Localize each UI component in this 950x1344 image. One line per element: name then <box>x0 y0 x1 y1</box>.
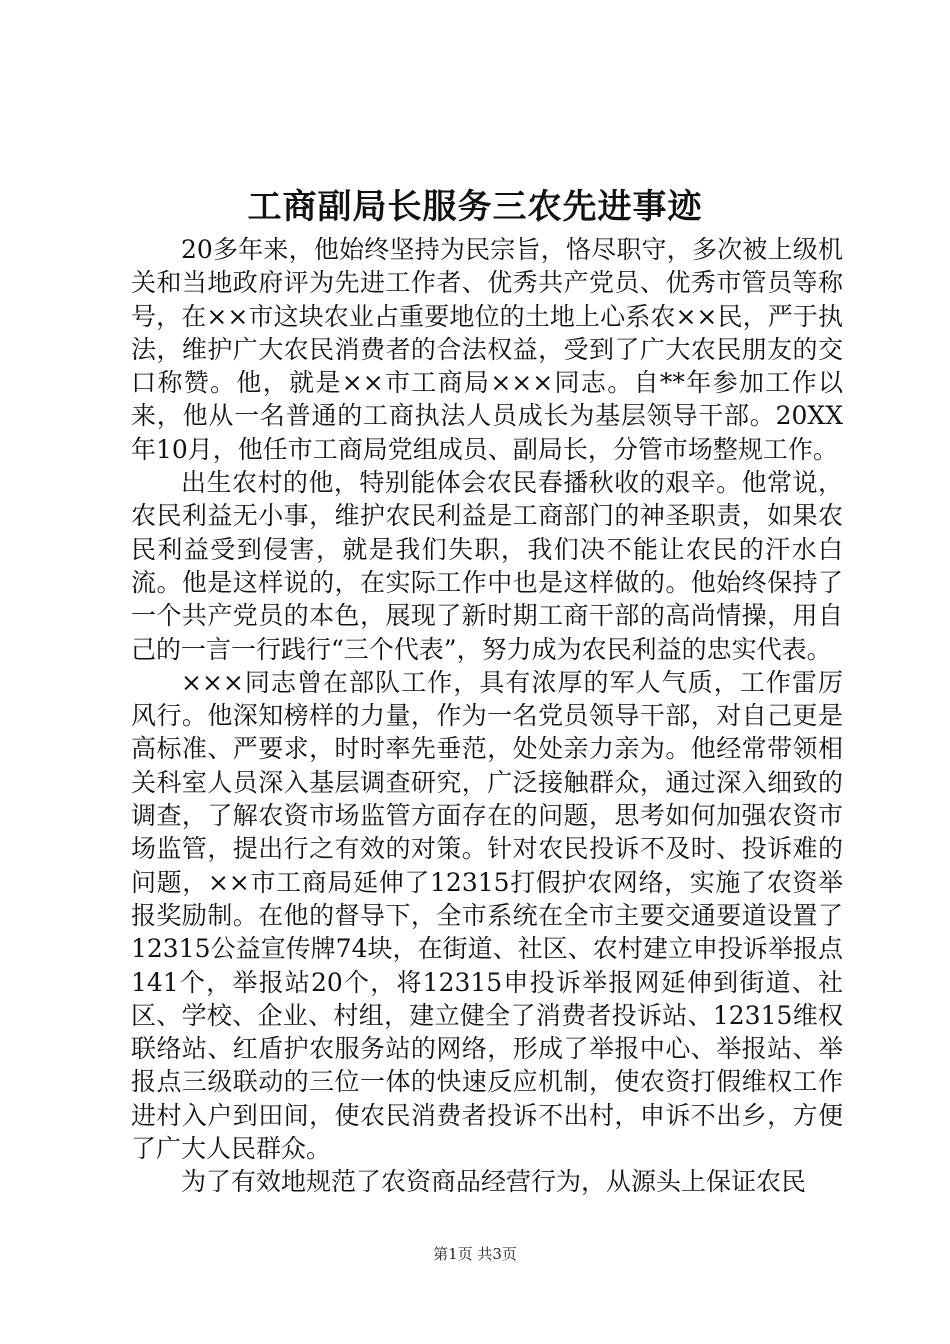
paragraph-2: 出生农村的他，特别能体会农民春播秋收的艰辛。他常说，农民利益无小事，维护农民利益是工商部门的神圣职责，如果农民利益受到侵害，就是我们失职，我们决不能让农民的汗水白流。他是这样说的，在实际工作中也是这样做的。他始终保持了一个共产党员的本色，展现了新时期工商干部的高尚情操，用自己的一言一行践行“三个代表”，努力成为农民利益的忠实代表。 <box>131 468 843 664</box>
paragraph-4: 为了有效地规范了农资商品经营行为，从源头上保证农民 <box>181 1167 807 1197</box>
page-footer: 第1页 共3页 <box>433 1245 517 1263</box>
paragraph-3: ×××同志曾在部队工作，具有浓厚的军人气质，工作雷厉风行。他深知榜样的力量，作为一名党员领导干部，对自己更是高标准、严要求，时时率先垂范，处处亲力亲为。他经常带领相关科室人员深入基层调查研究，广泛接触群众，通过深入细致的调查，了解农资市场监管方面存在的问题，思考如何加强农资市场监管，提出行之有效的对策。针对农民投诉不及时、投诉难的问题，××市工商局延伸了12315打假护农网络，实施了农资举报奖励制。在他的督导下，全市系统在全市主要交通要道设置了12315公益宣传牌74块，在街道、社区、农村建立申投诉举报点141个，举报站20个，将12315申投诉举报网延伸到街道、社区、学校、企业、村组，建立健全了消费者投诉站、12315维权联络站、红盾护农服务站的网络，形成了举报中心、举报站、举报点三级联动的三位一体的快速反应机制，使农资打假维权工作进村入户到田间，使农民消费者投诉不出村，申诉不出乡，方便了广大人民群众。 <box>131 667 843 1164</box>
document-body <box>131 233 843 1199</box>
paragraph-1: 20多年来，他始终坚持为民宗旨，恪尽职守，多次被上级机关和当地政府评为先进工作者、优秀共产党员、优秀市管员等称号，在××市这块农业占重要地位的土地上心系农××民，严于执法，维护广大农民消费者的合法权益，受到了广大农民朋友的交口称赞。他，就是××市工商局×××同志。自**年参加工作以来，他从一名普通的工商执法人员成长为基层领导干部。20XX年10月，他任市工商局党组成员、副局长，分管市场整规工作。 <box>131 235 843 464</box>
document-title: 工商副局长服务三农先进事迹 <box>247 187 703 227</box>
